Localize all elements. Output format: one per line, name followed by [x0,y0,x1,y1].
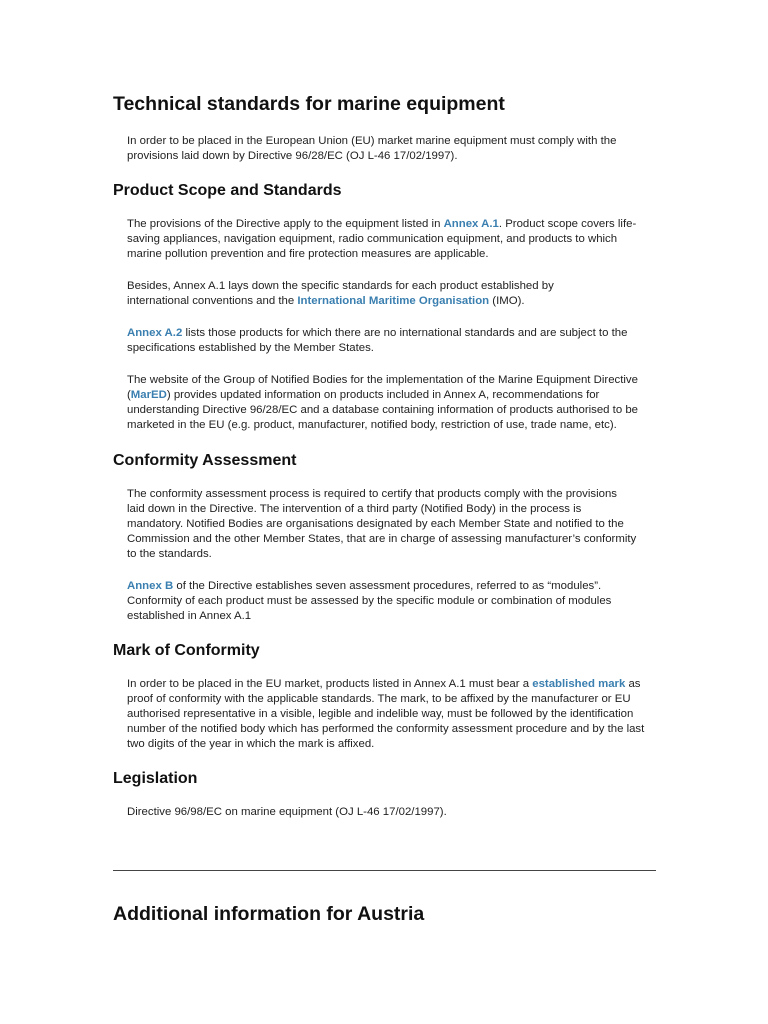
imo-link[interactable]: International Maritime Organisation [297,295,490,307]
intro-paragraph: In order to be placed in the European Union (EU) market marine equipment must comply with the provisions laid down by Directive 96/28/EC (OJ L-46 17/02/1997). [127,135,617,162]
scope-paragraph-3: Annex A.2 lists those products for which there are no international standards and are subject to the specifications established by the Member States. [127,327,628,354]
mark-paragraph-1: In order to be placed in the EU market, products listed in Annex A.1 must bear a established mark as proof of conformity with the applicable standards. The mark, to be affixed by the manufacturer or EU authorised representative in a visible, legible and indelible way, must be followed by the identification number of the notified body which has performed the conformity assessment procedure and by the last two digits of the year in which the mark is affixed. [127,678,645,750]
heading-conformity-assessment: Conformity Assessment [113,452,297,469]
heading-additional-info-austria: Additional information for Austria [113,903,425,925]
conformity-paragraph-1: The conformity assessment process is required to certify that products comply with the provisions laid down in the Directive. The intervention of a third party (Notified Body) in the process is mandatory. Notified Bodies are organisations designated by each Member State and notified to the Commission and the other Member States, that are in charge of assessing manufacturer’s conformity to the standards. [127,488,637,560]
scope-paragraph-2: Besides, Annex A.1 lays down the specific standards for each product established by international conventions and the International Maritime Organisation (IMO). [127,280,554,307]
page-title: Technical standards for marine equipment [113,93,505,115]
document-body [113,88,658,820]
scope-paragraph-1: The provisions of the Directive apply to the equipment listed in Annex A.1. Product scope covers life-saving appliances, navigation equipment, radio communication equipment, and products to which marine pollution prevention and fire protection measures are applicable. [127,218,637,260]
heading-product-scope: Product Scope and Standards [113,182,342,199]
annex-a1-link[interactable]: Annex A.1 [443,218,499,230]
section-divider [113,870,656,871]
established-mark-link[interactable]: established mark [532,678,626,690]
annex-a2-link[interactable]: Annex A.2 [127,327,183,339]
annex-b-link[interactable]: Annex B [127,580,174,592]
mared-link[interactable]: MarED [130,389,167,401]
scope-paragraph-4: The website of the Group of Notified Bodies for the implementation of the Marine Equipment Directive (MarED) provides updated information on products included in Annex A, recommendations for understanding Directive 96/28/EC and a database containing information of products authorised to be marketed in the EU (e.g. product, manufacturer, notified body, restriction of use, trade name, etc). [127,374,639,431]
legislation-paragraph: Directive 96/98/EC on marine equipment (OJ L-46 17/02/1997). [127,806,447,818]
heading-legislation: Legislation [113,770,198,787]
conformity-paragraph-2: Annex B of the Directive establishes seven assessment procedures, referred to as “modules”. Conformity of each product must be assessed by the specific module or combination of modules established in Annex A.1 [127,580,612,622]
heading-mark-of-conformity: Mark of Conformity [113,642,260,659]
